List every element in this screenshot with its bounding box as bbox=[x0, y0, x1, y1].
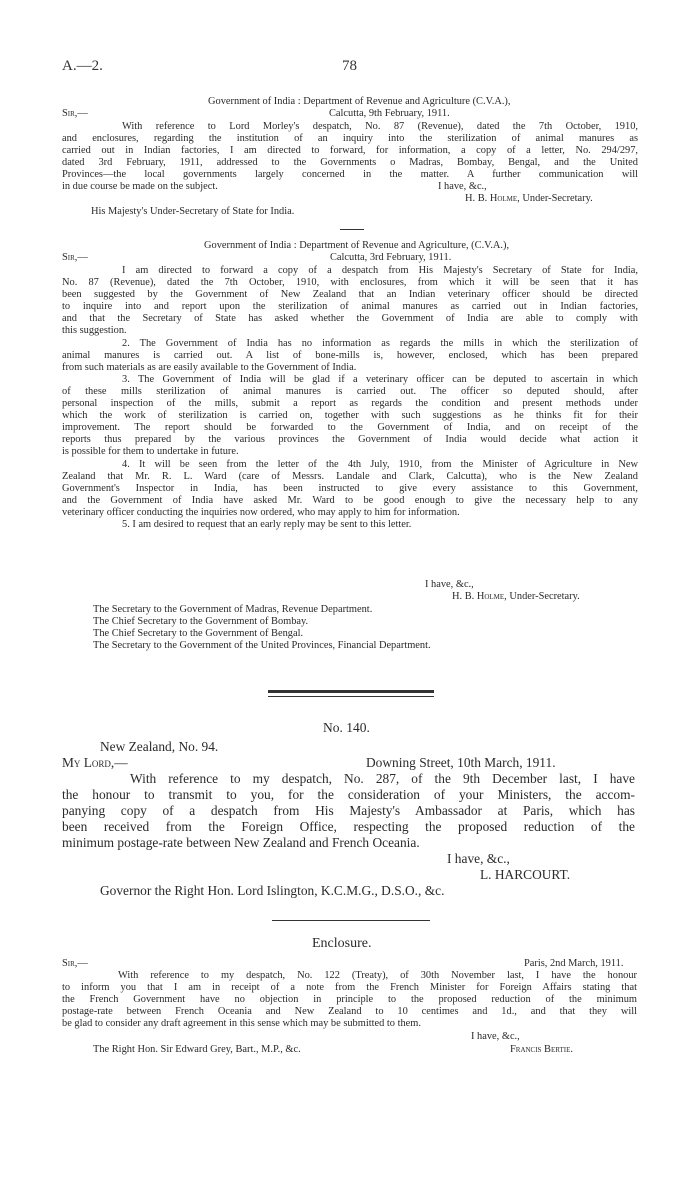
despatch-body bbox=[62, 771, 635, 851]
letter2-body-line: is possible for them to undertake in future. bbox=[62, 446, 239, 458]
enclosure-closing: I have, &c., bbox=[471, 1031, 520, 1042]
section-divider-heavy bbox=[268, 690, 434, 693]
letter2-body-line: and that the Secretary of State has asked whether the Government of India are able to comply with bbox=[62, 313, 638, 325]
letter1-heading: Government of India : Department of Revenue and Agriculture (C.V.A.), bbox=[208, 96, 511, 107]
letter2-body-line: this suggestion. bbox=[62, 325, 127, 337]
letter1-body-line: With reference to Lord Morley's despatch, No. 87 (Revenue), dated the 7th October, 1910, bbox=[122, 121, 638, 132]
letter2-body-line: and the Government of India have asked Mr. Ward to be good enough to give the necessary help to any bbox=[62, 494, 638, 506]
letter2-recipient: The Chief Secretary to the Government of Bombay. bbox=[93, 616, 309, 628]
letter2-place-date: Calcutta, 3rd February, 1911. bbox=[330, 252, 452, 263]
letter1-body-line-last: in due course be made on the subject. bbox=[62, 181, 218, 193]
document-reference: A.—2. bbox=[62, 58, 103, 74]
letter2-signature bbox=[452, 591, 580, 603]
letter1-body bbox=[62, 121, 638, 194]
letter2-signature-title: Under-Secretary. bbox=[509, 591, 580, 602]
enclosure-body-line: the French Government have no objection in principle to the proposed reduction of the minimum bbox=[62, 994, 637, 1006]
letter2-body-line: 2. The Government of India has no information as regards the mills in which the sterilization of bbox=[122, 337, 638, 349]
letter2-body-line: No. 87 (Revenue), dated the 7th October, 1910, with enclosures, from which it will be seen that it has bbox=[62, 277, 638, 289]
despatch-salutation: My Lord,— bbox=[62, 755, 128, 770]
enclosure-title: Enclosure. bbox=[312, 936, 372, 951]
letter2-body-line: been suggested by the Government of New Zealand that an Indian veterinary officer should be directed bbox=[62, 289, 638, 301]
letter2-body-line: veterinary officer conducting the inquiries now ordered, who may apply to him for information. bbox=[62, 506, 460, 518]
page-number: 78 bbox=[342, 58, 357, 74]
letter2-signature-name: H. B. Holme, bbox=[452, 591, 507, 602]
letter2-body bbox=[62, 265, 638, 531]
enclosure-addressee: The Right Hon. Sir Edward Grey, Bart., M.P., &c. bbox=[93, 1044, 301, 1055]
despatch-place-date: Downing Street, 10th March, 1911. bbox=[366, 755, 556, 770]
letter2-body-line: to inquire into and report upon the sterilization of animal manures as carried out in Indian factories, bbox=[62, 301, 638, 313]
letter1-salutation: Sir,— bbox=[62, 108, 88, 119]
letter2-body-line: personal inspection of the mills, submit a report as regards the condition and present methods under bbox=[62, 398, 638, 410]
letter2-body-line: 5. I am desired to request that an early reply may be sent to this letter. bbox=[122, 518, 412, 530]
despatch-signature: L. HARCOURT. bbox=[480, 867, 571, 882]
enclosure-body-line: postage-rate between French Oceania and New Zealand to 10 centimes and 1d., and that they will bbox=[62, 1006, 637, 1018]
despatch-addressee: Governor the Right Hon. Lord Islington, K.C.M.G., D.S.O., &c. bbox=[100, 883, 445, 898]
letter1-body-line: Provinces—the local governments largely concerned in the matter. A further communication will bbox=[62, 169, 638, 181]
enclosure-body-line-last: be glad to consider any draft agreement in this sense which may be submitted to them. bbox=[62, 1018, 421, 1030]
letter2-body-line: of these mills sterilization of animal manures is carried out. The officer so deputed should, after bbox=[62, 385, 638, 397]
despatch-body-line: been received from the Foreign Office, respecting the proposed reduction of the bbox=[62, 819, 635, 834]
despatch-reference: New Zealand, No. 94. bbox=[100, 739, 219, 754]
enclosure-signature: Francis Bertie. bbox=[510, 1044, 573, 1055]
section-divider-heavy bbox=[268, 696, 434, 697]
letter1-signature-title: Under-Secretary. bbox=[522, 193, 593, 204]
enclosure-body-line: to inform you that I am in receipt of a note from the French Minister for Foreign Affairs stating that bbox=[62, 982, 637, 994]
despatch-closing: I have, &c., bbox=[447, 851, 510, 866]
letter2-recipients bbox=[93, 604, 431, 652]
enclosure-salutation: Sir,— bbox=[62, 958, 88, 969]
enclosure-place-date: Paris, 2nd March, 1911. bbox=[524, 958, 624, 969]
letter2-body-line: Zealand that Mr. R. L. Ward (care of Messrs. Landale and Clark, Calcutta), who is the New Zealand bbox=[62, 470, 638, 482]
letter2-recipient: The Secretary to the Government of Madras, Revenue Department. bbox=[93, 604, 373, 615]
letter1-body-line: dated 3rd February, 1911, addressed to the Governments o Madras, Bombay, Bengal, and the United bbox=[62, 157, 638, 169]
letter1-closing: I have, &c., bbox=[438, 181, 487, 192]
despatch-body-line: With reference to my despatch, No. 287, of the 9th December last, I have bbox=[130, 771, 635, 786]
letter2-recipient: The Secretary to the Government of the United Provinces, Financial Department. bbox=[93, 640, 431, 652]
letter1-place-date: Calcutta, 9th February, 1911. bbox=[329, 108, 450, 119]
letter1-body-line: and enclosures, regarding the institution of an inquiry into the sterilization of animal manures as bbox=[62, 133, 638, 145]
letter2-body-line: reports thus prepared by the various provinces the Government of India would decide what action it bbox=[62, 434, 638, 446]
letter1-addressee: His Majesty's Under-Secretary of State for India. bbox=[91, 206, 295, 217]
enclosure-body-line: With reference to my despatch, No. 122 (Treaty), of 30th November last, I have the honour bbox=[118, 970, 637, 981]
letter2-body-line: 3. The Government of India will be glad if a veterinary officer can be deputed to ascertain in which bbox=[122, 373, 638, 385]
letter2-body-line: from such materials as are easily available to the Government of India. bbox=[62, 361, 357, 373]
letter1-body-line: carried out in Indian factories, I am directed to forward, for information, a copy of a letter, No. 294/297, bbox=[62, 145, 638, 157]
letter2-closing: I have, &c., bbox=[425, 579, 474, 590]
letter2-body-line: animal manures is carried out. A list of bone-mills is, however, enclosed, which has been prepared bbox=[62, 349, 638, 361]
letter2-body-line: Government's Inspector in India, has been instructed to give every assistance to this Government, bbox=[62, 482, 638, 494]
section-divider bbox=[272, 920, 430, 921]
despatch-body-line: the honour to transmit to you, for the consideration of your Ministers, the accom- bbox=[62, 787, 635, 802]
letter1-signature-name: H. B. Holme, bbox=[465, 193, 520, 204]
letter2-heading: Government of India : Department of Revenue and Agriculture, (C.V.A.), bbox=[204, 240, 510, 251]
despatch-body-line-last: minimum postage-rate between New Zealand and French Oceania. bbox=[62, 835, 420, 850]
letter2-salutation: Sir,— bbox=[62, 252, 88, 263]
despatch-body-line: panying copy of a despatch from His Majesty's Ambassador at Paris, which has bbox=[62, 803, 635, 818]
letter2-recipient: The Chief Secretary to the Government of Bengal. bbox=[93, 628, 304, 640]
letter2-body-line: I am directed to forward a copy of a despatch from His Majesty's Secretary of State for India, bbox=[122, 265, 638, 276]
section-divider bbox=[340, 229, 364, 230]
letter1-signature bbox=[465, 193, 593, 205]
letter2-body-line: improvement. The report should be forwarded to the Government of India, and on receipt of the bbox=[62, 422, 638, 434]
enclosure-body bbox=[62, 970, 637, 1030]
despatch-number: No. 140. bbox=[323, 720, 370, 735]
letter2-body-line: 4. It will be seen from the letter of the 4th July, 1910, from the Minister of Agriculture in New bbox=[122, 458, 638, 470]
letter2-body-line: which the work of sterilization is carried on, together with such suggestions as he thinks fit for their bbox=[62, 410, 638, 422]
